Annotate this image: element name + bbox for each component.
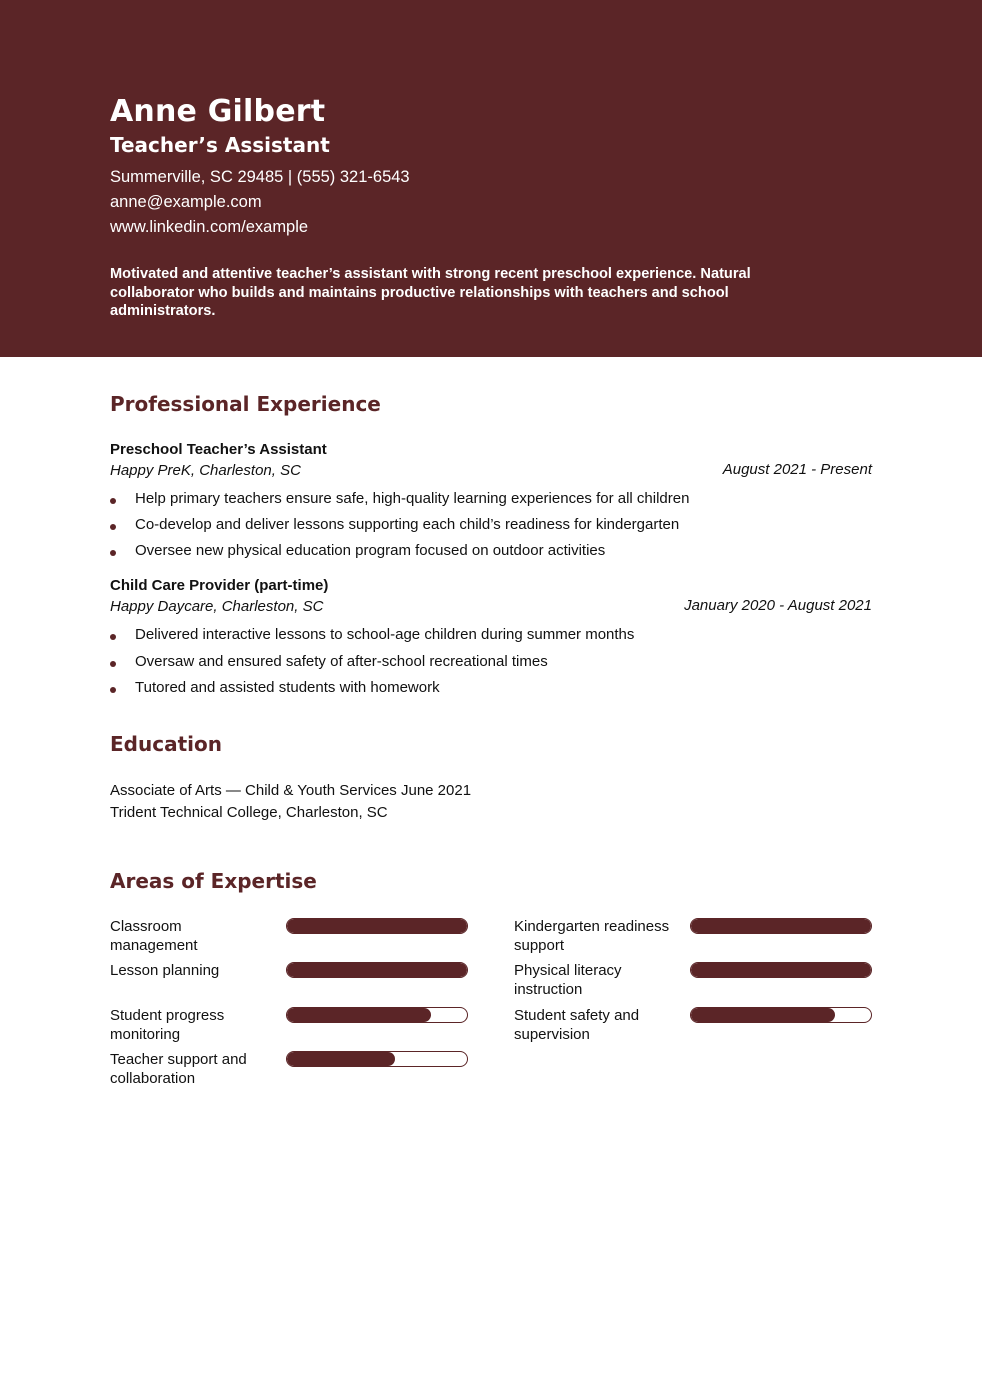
- skill-bar: [286, 918, 468, 934]
- skill-bar-fill: [287, 919, 467, 933]
- candidate-title: Teacher’s Assistant: [110, 133, 330, 157]
- education-degree: Associate of Arts — Child & Youth Services June 2021: [110, 782, 472, 799]
- skill-label: Physical literacy instruction: [514, 962, 622, 998]
- job-org: Happy Daycare, Charleston, SC: [110, 598, 324, 615]
- email-link[interactable]: anne@example.com: [110, 193, 262, 211]
- section-title-education: Education: [110, 732, 222, 756]
- bullet-text: Tutored and assisted students with homework: [135, 679, 440, 696]
- header-banner: [0, 0, 982, 357]
- skill-bar-fill: [287, 1052, 395, 1066]
- bullet-text: Help primary teachers ensure safe, high-quality learning experiences for all children: [135, 490, 690, 507]
- skill-label: Student progress monitoring: [110, 1007, 225, 1043]
- linkedin-link[interactable]: www.linkedin.com/example: [110, 218, 309, 236]
- bullet-icon: [110, 661, 116, 667]
- bullet-text: Oversee new physical education program focused on outdoor activities: [135, 542, 606, 559]
- bullet-text: Co-develop and deliver lessons supporting each child’s readiness for kindergarten: [135, 516, 680, 533]
- job-dates: January 2020 - August 2021: [684, 597, 872, 614]
- skill-bar: [286, 1051, 468, 1067]
- job-role: Preschool Teacher’s Assistant: [110, 441, 327, 458]
- bullet-text: Delivered interactive lessons to school-age children during summer months: [135, 626, 635, 643]
- skill-bar-fill: [287, 1008, 431, 1022]
- job-role: Child Care Provider (part-time): [110, 577, 329, 594]
- skill-label: Classroom management: [110, 918, 198, 954]
- skill-bar-fill: [691, 919, 871, 933]
- skill-label: Teacher support and collaboration: [110, 1051, 247, 1087]
- bullet-icon: [110, 687, 116, 693]
- bullet-text: Oversaw and ensured safety of after-school recreational times: [135, 653, 548, 670]
- bullet-icon: [110, 634, 116, 640]
- job-org: Happy PreK, Charleston, SC: [110, 462, 301, 479]
- bullet-icon: [110, 550, 116, 556]
- skill-bar-fill: [691, 963, 871, 977]
- location-phone: Summerville, SC 29485 | (555) 321-6543: [110, 168, 410, 186]
- skill-label: Lesson planning: [110, 962, 220, 979]
- section-title-expertise: Areas of Expertise: [110, 869, 317, 893]
- summary-text: Motivated and attentive teacher’s assistant with strong recent preschool experience. Natural collaborator who builds and maintains productive relationships with teachers and school administrators.: [110, 266, 751, 320]
- skill-label: Kindergarten readiness support: [514, 918, 670, 954]
- skill-bar: [690, 918, 872, 934]
- skill-bar: [286, 1007, 468, 1023]
- candidate-name: Anne Gilbert: [110, 94, 326, 129]
- skill-bar: [286, 962, 468, 978]
- education-school: Trident Technical College, Charleston, SC: [110, 804, 388, 821]
- skill-bar-fill: [287, 963, 467, 977]
- skill-label: Student safety and supervision: [514, 1007, 640, 1043]
- skill-bar: [690, 962, 872, 978]
- section-title-experience: Professional Experience: [110, 392, 381, 416]
- bullet-icon: [110, 498, 116, 504]
- skill-bar: [690, 1007, 872, 1023]
- job-dates: August 2021 - Present: [722, 461, 872, 478]
- bullet-icon: [110, 524, 116, 530]
- skill-bar-fill: [691, 1008, 835, 1022]
